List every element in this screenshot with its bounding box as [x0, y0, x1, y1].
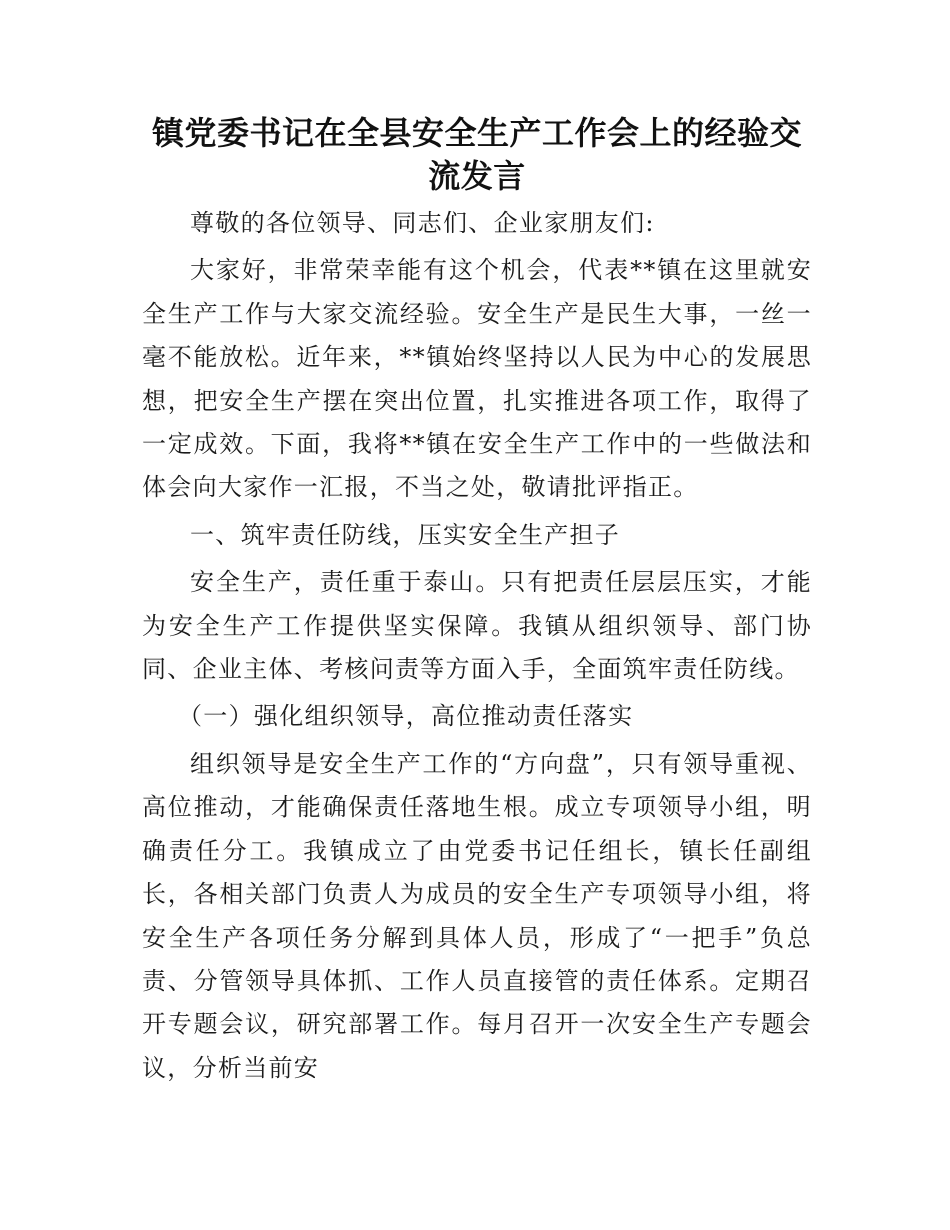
section-1-paragraph: 安全生产，责任重于泰山。只有把责任层层压实，才能为安全生产工作提供坚实保障。我镇从组织领导、部门协同、企业主体、考核问责等方面入手，全面筑牢责任防线。	[142, 568, 812, 684]
subsection-1-paragraph: 组织领导是安全生产工作的“方向盘”，只有领导重视、高位推动，才能确保责任落地生根。成立专项领导小组，明确责任分工。我镇成立了由党委书记任组长，镇长任副组长，各相关部门负责人为成员的安全生产专项领导小组，将安全生产各项任务分解到具体人员，形成了“一把手”负总责、分管领导具体抓、工作人员直接管的责任体系。定期召开专题会议，研究部署工作。每月召开一次安全生产专题会议，分析当前安	[142, 749, 812, 1082]
opening-paragraph: 大家好，非常荣幸能有这个机会，代表**镇在这里就安全生产工作与大家交流经验。安全生产是民生大事，一丝一毫不能放松。近年来，**镇始终坚持以人民为中心的发展思想，把安全生产摆在突出位置，扎实推进各项工作，取得了一定成效。下面，我将**镇在安全生产工作中的一些做法和体会向大家作一汇报，不当之处，敬请批评指正。	[142, 256, 812, 502]
salutation-paragraph: 尊敬的各位领导、同志们、企业家朋友们:	[190, 209, 655, 237]
document-title: 镇党委书记在全县安全生产工作会上的经验交流发言	[151, 114, 802, 195]
subsection-heading-1: （一）强化组织领导，高位推动责任落实	[178, 702, 634, 731]
document-body	[142, 202, 812, 1090]
section-heading-1: 一、筑牢责任防线，压实安全生产担子	[190, 520, 621, 549]
document-page	[142, 112, 812, 1090]
